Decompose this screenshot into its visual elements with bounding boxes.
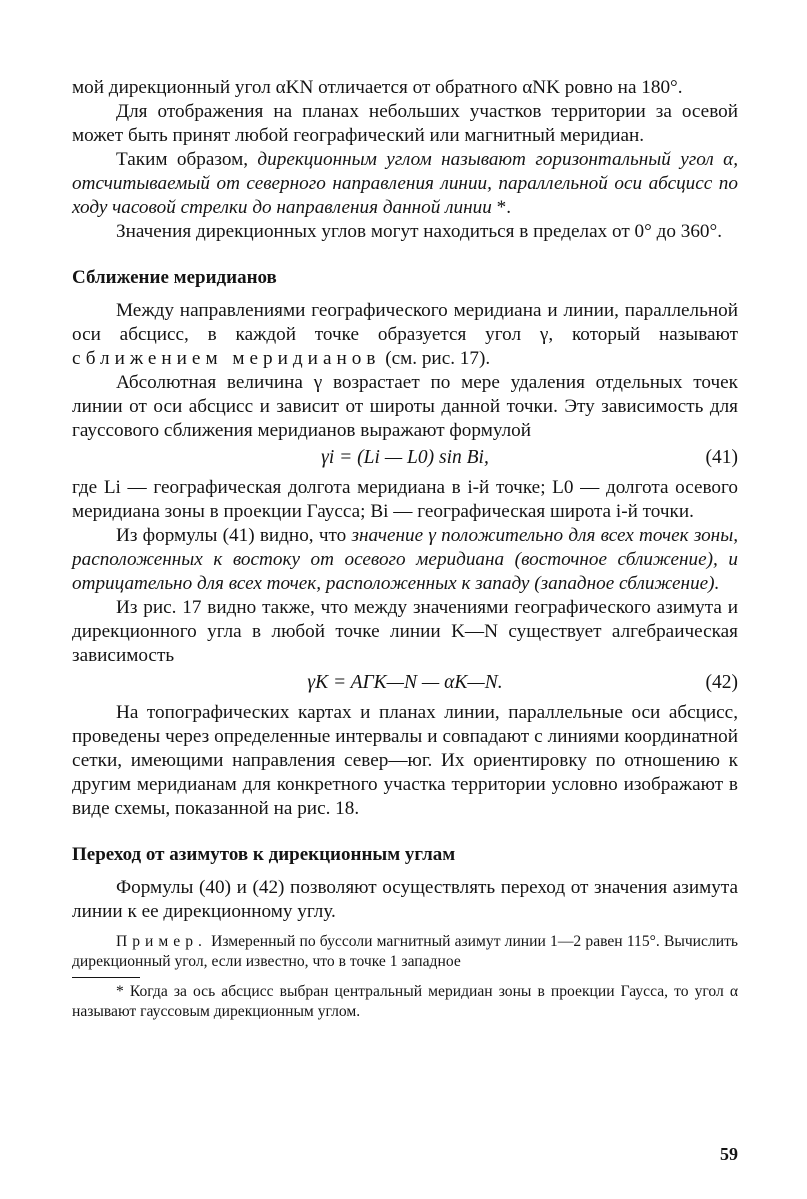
paragraph-8-italic: значение γ положительно для всех точек зоны, расположенных к востоку от осевого меридиана (восточное сближение), и отрицательно для всех точек, расположенных к западу (западное сближение).: [72, 525, 738, 594]
paragraph-4: Значения дирекционных углов могут находиться в пределах от 0° до 360°.: [116, 221, 722, 242]
paragraph-2: Для отображения на планах небольших участков территории за осевой может быть принят любой географический или магнитный меридиан.: [72, 101, 738, 146]
formula-42-expression: γK = AГK—N — αK—N.: [307, 672, 503, 693]
paragraph-7: где Li — географическая долгота меридиана в i-й точке; L0 — долгота осевого меридиана зоны в проекции Гаусса; Bi — географическая широта i-й точки.: [72, 477, 738, 522]
paragraph-5-start: Между направлениями географического меридиана и линии, параллельной оси абсцисс, в каждой точке образуется угол γ, который называют: [72, 300, 738, 345]
paragraph-5-end: (см. рис. 17).: [380, 348, 491, 369]
paragraph-10: На топографических картах и планах линии, параллельные оси абсцисс, проведены через определенные интервалы и совпадают с линиями координатной сетки, имеющими направления север—юг. Их ориентировку по отношению к другим меридианам для конкретного участка территории условно изображают в виде схемы, показанной на рис. 18.: [72, 702, 738, 819]
definition-italic: дирекционным углом называют горизонтальный угол α, отсчитываемый от северного направления линии, параллельной оси абсцисс по ходу часовой стрелки до направления данной линии: [72, 149, 739, 218]
page-number: 59: [720, 1144, 738, 1164]
paragraph-3-start: Таким образом,: [116, 149, 258, 170]
paragraph-1: мой дирекционный угол αKN отличается от обратного αNK ровно на 180°.: [72, 77, 683, 98]
formula-42-number: (42): [705, 672, 738, 693]
footnote: * Когда за ось абсцисс выбран центральный меридиан зоны в проекции Гаусса, то угол α называют гауссовым дирекционным углом.: [72, 983, 738, 1020]
example-paragraph: [72, 932, 738, 972]
formula-41: [72, 443, 738, 476]
paragraph-3: [72, 148, 738, 220]
paragraph-11: Формулы (40) и (42) позволяют осуществлять переход от значения азимута линии к ее дирекционному углу.: [72, 877, 738, 922]
spaced-term: сближением меридианов: [72, 348, 381, 369]
example-label: Пример.: [116, 933, 207, 950]
section-heading-transition: Переход от азимутов к дирекционным углам: [72, 844, 456, 865]
formula-42: [72, 668, 738, 701]
paragraph-8: [72, 524, 738, 596]
paragraph-6: Абсолютная величина γ возрастает по мере удаления отдельных точек линии от оси абсцисс и зависит от широты данной точки. Эту зависимость для гауссового сближения меридианов выражают формулой: [72, 372, 738, 441]
formula-41-number: (41): [705, 447, 738, 468]
section-heading-convergence: Сближение меридианов: [72, 267, 277, 288]
footnote-divider: [72, 977, 140, 978]
paragraph-8-start: Из формулы (41) видно, что: [116, 525, 352, 546]
formula-41-expression: γi = (Li — L0) sin Bi,: [321, 447, 489, 468]
footnote-mark: *.: [491, 197, 512, 218]
paragraph-9: Из рис. 17 видно также, что между значениями географического азимута и дирекционного угла в любой точке линии K—N существует алгебраическая зависимость: [72, 597, 738, 666]
paragraph-5: [72, 299, 738, 371]
example-text: Измеренный по буссоли магнитный азимут линии 1—2 равен 115°. Вычислить дирекционный угол, если известно, что в точке 1 западное: [72, 933, 738, 970]
page-body: [72, 76, 738, 1022]
